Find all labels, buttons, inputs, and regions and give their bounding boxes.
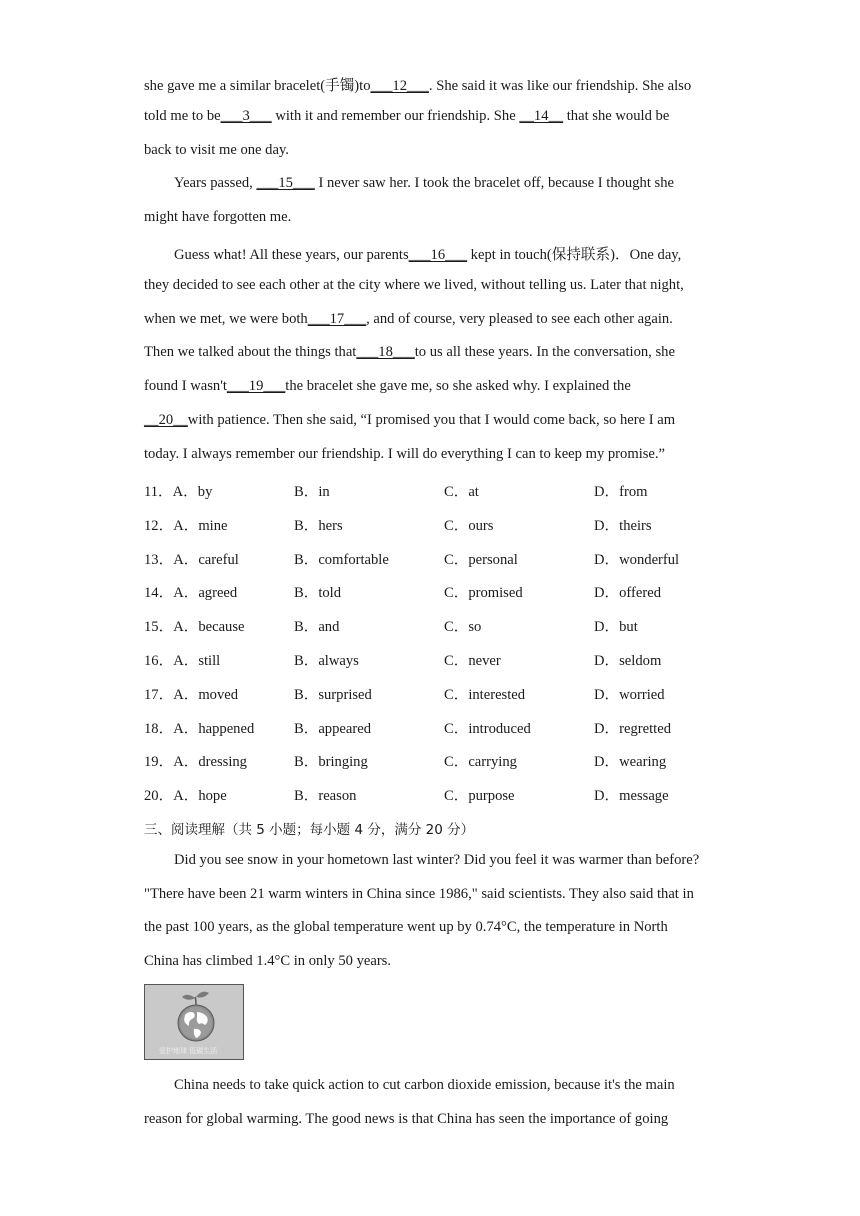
text: Then we talked about the things that [144,344,357,360]
option-a: 12．A．mine [144,518,228,534]
option-b: B．hers [294,518,343,534]
text: told me to be [144,108,221,124]
option-b: B．surprised [294,687,372,703]
text: , and of course, very pleased to see each other again. [366,311,673,327]
text: the bracelet she gave me, so she asked why. I explained the [285,378,631,394]
option-c: C．promised [444,585,523,601]
option-b: B．told [294,585,342,601]
option-c: C．never [444,653,501,669]
option-d: D．but [594,619,638,635]
blank-19: ___19___ [226,378,286,394]
text: Years passed, [174,175,257,191]
passage-line: back to visit me one day. [144,142,289,158]
text: that she would be [563,108,670,124]
blank-18: ___18___ [356,344,415,360]
option-d: D．wearing [594,754,667,770]
blank-15: ___15___ [256,175,315,191]
option-b: B．comfortable [294,552,389,568]
passage-line: today. I always remember our friendship. I will do everything I can to keep my promise.” [144,446,666,462]
text: found I wasn't [144,378,227,394]
option-c: C．personal [444,552,518,568]
text: with patience. Then she said, “I promised you that I would come back, so here I am [187,412,676,428]
option-c: C．carrying [444,754,517,770]
option-d: D．worried [594,687,665,703]
option-d: D．wonderful [594,552,680,568]
passage-line: "There have been 21 warm winters in China since 1986," said scientists. They also said that in [144,886,694,902]
passage-line: the past 100 years, as the global temperature went up by 0.74°C, the temperature in North [144,919,668,935]
option-d: D．seldom [594,653,662,669]
option-a: 18．A．happened [144,721,255,737]
option-b: B．reason [294,788,357,804]
option-a: 15．A．because [144,619,245,635]
passage-line [144,344,675,361]
option-d: D．offered [594,585,661,601]
option-d: D．message [594,788,669,804]
blank-14: __14__ [519,108,564,124]
blank-13: ___3___ [220,108,272,124]
option-c: C．introduced [444,721,531,737]
option-a: 16．A．still [144,653,221,669]
text: . She said it was like our friendship. She also [428,78,692,94]
option-c: C．ours [444,518,494,534]
passage-line [144,74,691,95]
option-a: 14．A．agreed [144,585,238,601]
option-d: D．from [594,484,648,500]
passage-line: reason for global warming. The good news is that China has seen the importance of going [144,1111,669,1127]
passage-line [174,175,674,192]
text: to us all these years. In the conversation, she [414,344,675,360]
text: Guess what! All these years, our parents [174,247,409,263]
section-heading: 三、阅读理解（共 5 小题；每小题 4 分，满分 20 分） [144,822,475,838]
option-c: C．so [444,619,482,635]
option-b: B．bringing [294,754,368,770]
option-c: C．purpose [444,788,515,804]
option-b: B．appeared [294,721,371,737]
passage-line [144,412,675,429]
earth-illustration [144,984,244,1060]
option-b: B．always [294,653,359,669]
passage-line [144,108,669,125]
text: with it and remember our friendship. She [271,108,520,124]
text: when we met, we were both [144,311,308,327]
text: she gave me a similar bracelet(手镯)to [144,78,371,94]
passage-line: might have forgotten me. [144,209,292,225]
option-a: 19．A．dressing [144,754,247,770]
option-d: D．regretted [594,721,671,737]
option-d: D．theirs [594,518,652,534]
passage-line [144,378,631,395]
figure-caption: 爱护地球 低碳生活 [159,1047,218,1055]
passage-line: they decided to see each other at the city where we lived, without telling us. Later that night, [144,277,684,293]
blank-12: ___12___ [370,78,429,94]
blank-20: __20__ [144,412,188,428]
passage-line: China has climbed 1.4°C in only 50 years. [144,953,392,969]
passage-line: Did you see snow in your hometown last winter? Did you feel it was warmer than before? [174,852,700,868]
passage-line [144,311,673,328]
passage-line [174,243,681,264]
text: kept in touch(保持联系)．One day, [467,247,682,263]
option-a: 11．A．by [144,484,213,500]
option-c: C．at [444,484,479,500]
option-c: C．interested [444,687,526,703]
option-a: 20．A．hope [144,788,227,804]
option-b: B．and [294,619,340,635]
passage-line: China needs to take quick action to cut carbon dioxide emission, because it's the main [174,1077,675,1093]
blank-16: ___16___ [408,247,468,263]
option-a: 17．A．moved [144,687,239,703]
text: I never saw her. I took the bracelet off, because I thought she [314,175,674,191]
option-b: B．in [294,484,330,500]
option-a: 13．A．careful [144,552,239,568]
blank-17: ___17___ [307,311,367,327]
